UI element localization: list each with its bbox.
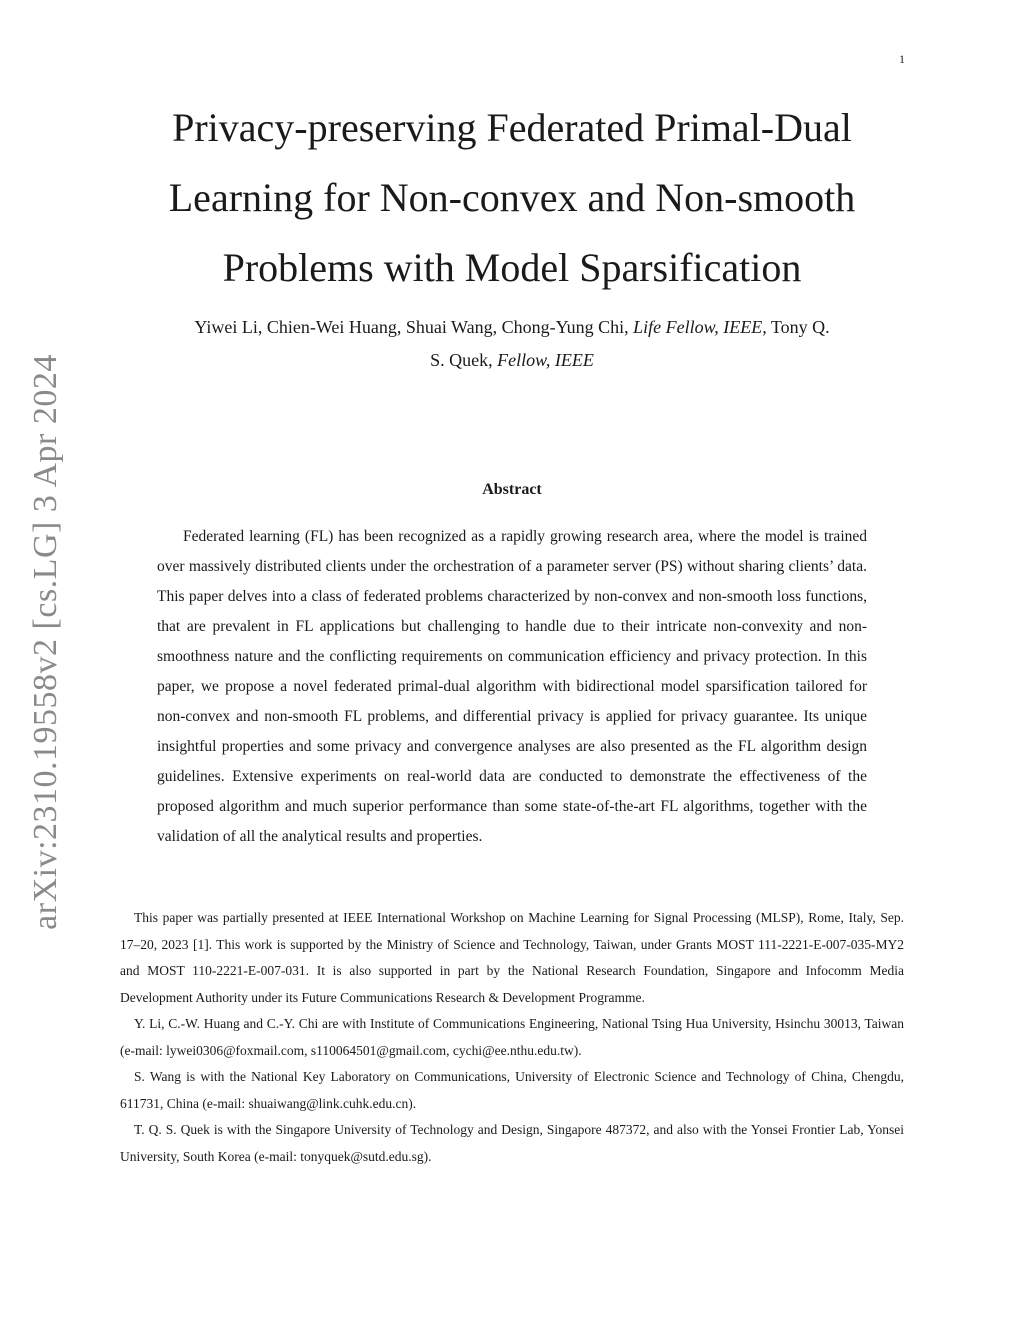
footnote-affiliation: Y. Li, C.-W. Huang and C.-Y. Chi are with Institute of Communications Engineering, National Tsing Hua University, Hsinchu 30013, Taiwan (e-mail: lywei0306@foxmail.com, s110064501@gmail.com, cychi@ee.nthu.edu.tw). xyxy=(120,1016,904,1058)
title-line: Learning for Non-convex and Non-smooth xyxy=(168,175,856,220)
abstract-heading: Abstract xyxy=(482,481,542,498)
author-names: S. Quek, xyxy=(430,350,493,370)
arxiv-identifier-stamp: arXiv:2310.19558v2 [cs.LG] 3 Apr 2024 xyxy=(27,354,64,930)
author-names: Tony Q. xyxy=(770,317,830,337)
footnote-affiliation: T. Q. S. Quek is with the Singapore University of Technology and Design, Singapore 487372, and also with the Yonsei Frontier Lab, Yonsei University, South Korea (e-mail: tonyquek@sutd.edu.sg). xyxy=(120,1122,904,1164)
title-line: Problems with Model Sparsification xyxy=(222,245,802,290)
footnote-funding: This paper was partially presented at IEEE International Workshop on Machine Learning for Signal Processing (MLSP), Rome, Italy, Sep. 17–20, 2023 [1]. This work is supported by the Ministry of Science and Technology, Taiwan, under Grants MOST 111-2221-E-007-035-MY2 and MOST 110-2221-E-007-031. It is also supported in part by the National Research Foundation, Singapore and Infocomm Media Development Authority under its Future Communications Research & Development Programme. xyxy=(120,910,904,1005)
author-line xyxy=(100,344,924,377)
title-line: Privacy-preserving Federated Primal-Dual xyxy=(172,105,852,150)
author-line xyxy=(100,311,924,344)
author-list xyxy=(100,311,924,377)
footnote-affiliation: S. Wang is with the National Key Laboratory on Communications, University of Electronic Science and Technology of China, Chengdu, 611731, China (e-mail: shuaiwang@link.cuhk.edu.cn). xyxy=(120,1069,904,1111)
author-affiliation: Life Fellow, IEEE, xyxy=(633,317,767,337)
footnotes xyxy=(120,905,904,1170)
abstract-body: Federated learning (FL) has been recognized as a rapidly growing research area, where the model is trained over massively distributed clients under the orchestration of a parameter server (PS) without sharing clients’ data. This paper delves into a class of federated problems characterized by non-convex and non-smooth loss functions, that are prevalent in FL applications but challenging to handle due to their intricate non-convexity and non-smoothness nature and the conflicting requirements on communication efficiency and privacy protection. In this paper, we propose a novel federated primal-dual algorithm with bidirectional model sparsification tailored for non-convex and non-smooth FL problems, and differential privacy is applied for privacy guarantee. Its unique insightful properties and some privacy and convergence analyses are also presented as the FL algorithm design guidelines. Extensive experiments on real-world data are conducted to demonstrate the effectiveness of the proposed algorithm and much superior performance than some state-of-the-art FL algorithms, together with the validation of all the analytical results and properties. xyxy=(157,528,867,845)
author-names: Yiwei Li, Chien-Wei Huang, Shuai Wang, Chong-Yung Chi, xyxy=(194,317,629,337)
paper-title xyxy=(100,93,924,303)
page-number: 1 xyxy=(899,52,905,66)
author-affiliation: Fellow, IEEE xyxy=(497,350,594,370)
